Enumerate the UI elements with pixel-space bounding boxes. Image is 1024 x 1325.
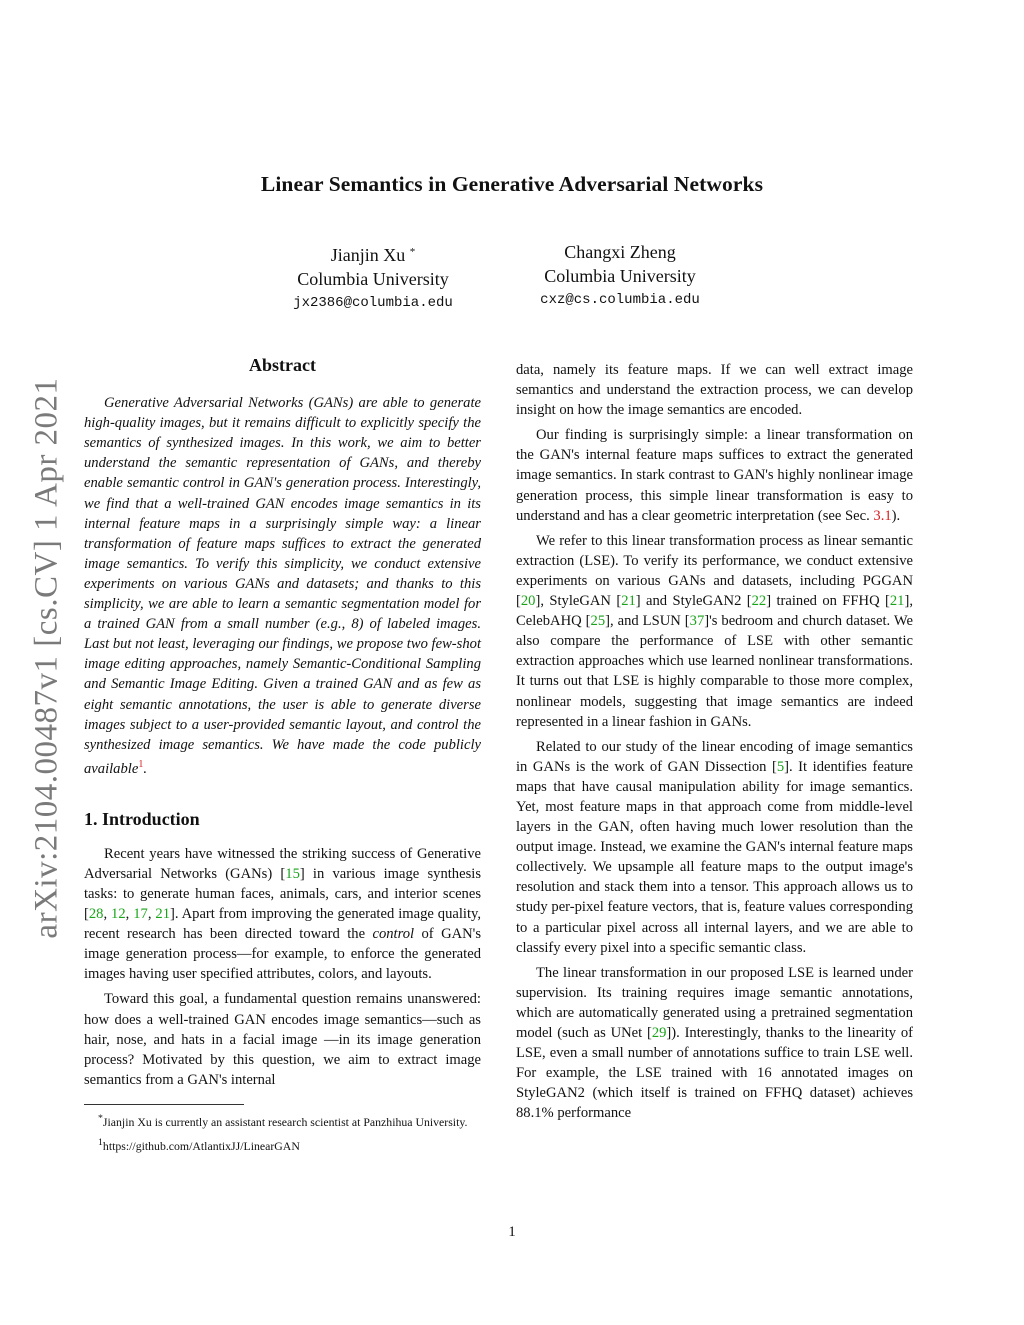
author-block-2: [500, 240, 740, 312]
left-column: [84, 355, 481, 1159]
citation-link[interactable]: 21: [621, 593, 636, 610]
author-block-1: [253, 240, 493, 315]
citation-link[interactable]: 20: [520, 593, 536, 610]
footnote-rule: [84, 1104, 244, 1105]
footnote-link[interactable]: 1: [138, 758, 144, 770]
arxiv-id: arXiv:2104.00487v1 [cs.CV] 1 Apr 2021: [28, 377, 65, 939]
author-name: Jianjin Xu: [330, 245, 406, 265]
text-run: Our finding is surprisingly simple: a linear transformation on the GAN's internal feature maps suffices to extract the generated image semantics. In stark contrast to GAN's highly nonlinear image generation process, this simple linear transformation is easy to understand and has a clear geometric interpretation (see Sec.: [516, 427, 913, 524]
footnote-url[interactable]: https://github.com/AtlantixJJ/LinearGAN: [102, 1138, 300, 1153]
arxiv-watermark: [19, 358, 75, 958]
paper-title: Linear Semantics in Generative Adversarial Networks: [260, 172, 764, 196]
intro-paragraph-2: Toward this goal, a fundamental question remains unanswered: how does a well-trained GAN encodes image semantics—such as hair, nose, and hats in a facial image —in its image generation process? Motivated by this question, we aim to extract image semantics from a GAN's internal: [84, 991, 481, 1088]
author-affiliation: Columbia University: [544, 266, 696, 286]
text-run: ]). Interestingly, thanks to the linearity of LSE, even a small number of annotations suffice to train LSE well. For example, the LSE trained with 16 annotated images on StyleGAN2 (which itself is trained on FFHQ dataset) achieves 88.1% performance: [516, 1025, 913, 1122]
text-run: We refer to this linear transformation process as linear semantic extraction (LSE). To verify its performance, we conduct extensive experiments on various GANs and datasets, including PGGAN [: [516, 532, 913, 610]
abstract-body: Generative Adversarial Networks (GANs) are able to generate high-quality images, but it remains difficult to explicitly specify the semantics of synthesized images. In this work, we aim to better understand the semantic representation of GANs, and thereby enable semantic control in GAN's generation process. Interestingly, we find that a well-trained GAN encodes image semantics in its internal feature maps in a surprisingly simple way: a linear transformation of feature maps suffices to extract the generated image semantics. To verify this simplicity, we conduct extensive experiments on various GANs and datasets; and thanks to this simplicity, we are able to learn a semantic segmentation model for a trained GAN from a small number (e.g., 8) of labeled images. Last but not least, leveraging our findings, we propose two few-shot image editing approaches, namely Semantic-Conditional Sampling and Semantic Image Editing. Given a trained GAN and as few as eight semantic annotations, the user is able to generate diverse images subject to a user-provided semantic layout, and control the synthesized image semantics. We have made the code publicly available$^1$.: [84, 395, 481, 777]
footnote-1: [84, 1111, 481, 1130]
citation-link[interactable]: 37: [689, 613, 705, 630]
citation-link[interactable]: 22: [751, 593, 767, 610]
citation-link[interactable]: 5: [776, 758, 785, 775]
citation-link[interactable]: 15: [285, 865, 300, 882]
text-run: ], StyleGAN [: [535, 593, 622, 610]
citation-link[interactable]: 12: [111, 906, 126, 923]
footnote-2: [84, 1135, 481, 1154]
body-paragraph: data, namely its feature maps. If we can well extract image semantics and understand the extraction process, we can develop insight on how the image semantics are encoded.: [516, 362, 913, 419]
right-column: [516, 360, 913, 1128]
text-run: The linear transformation in our proposed LSE is learned under supervision. Its training requires image semantic annotations, which are automatically generated using a pretrained segmentation model (such as UNet [: [516, 964, 913, 1041]
text-run: ).: [891, 507, 901, 524]
section-heading-introduction: 1. Introduction: [84, 808, 200, 829]
citation-link[interactable]: 21: [889, 593, 905, 610]
abstract-heading: Abstract: [249, 355, 316, 375]
body-paragraph: [516, 963, 913, 1124]
body-paragraph: [516, 531, 913, 732]
text-run: Recent years have witnessed the striking success of Generative Adversarial Networks (GANs) [: [84, 845, 481, 882]
emphasis: control: [372, 926, 415, 943]
text-run: of GAN's image generation process—for example, to enforce the generated images having user specified attributes, colors, and layouts.: [84, 926, 481, 983]
text-run: ], CelebAHQ [: [516, 593, 913, 630]
text-run: ], and LSUN [: [605, 613, 690, 630]
abstract-text: Generative Adversarial Networks (GANs) are able to generate high-quality images, but it remains difficult to explicitly specify the semantics of synthesized images. In this work, we aim to better understand the semantic representation of GANs, and thereby enable semantic control in GAN's generation process. Interestingly, we find that a well-trained GAN encodes image semantics in its internal feature maps in a surprisingly simple way: a linear transformation of feature maps suffices to extract the generated image semantics. To verify this simplicity, we conduct extensive experiments on various GANs and datasets; and thanks to this simplicity, we are able to learn a semantic segmentation model for a trained GAN from a small number (e.g., 8) of labeled images. Last but not least, leveraging our findings, we propose two few-shot image editing approaches, namely Semantic-Conditional Sampling and Semantic Image Editing. Given a trained GAN and as few as eight semantic annotations, the user is able to generate diverse images subject to a user-provided semantic layout, and control the synthesized image semantics. We have made the code publicly available: [84, 395, 481, 777]
citation-link[interactable]: 28: [88, 906, 104, 923]
text-run: Related to our study of the linear encoding of image semantics in GANs is the work of GAN Dissection [: [516, 738, 913, 775]
author-affiliation: Columbia University: [297, 269, 449, 289]
section-reference-link[interactable]: 3.1: [873, 507, 892, 524]
author-email: cxz@cs.columbia.edu: [540, 292, 700, 308]
citation-link[interactable]: 17: [133, 906, 148, 923]
citation-link[interactable]: 25: [590, 613, 606, 630]
text-run: ]'s bedroom and church dataset. We also compare the performance of LSE with other semantic extraction approaches which use learned nonlinear transformations. It turns out that LSE is highly comparable to those more complex, nonlinear models, suggesting that image semantics are indeed represented in a linear fashion in GANs.: [516, 613, 913, 730]
text-run: ]. It identifies feature maps that have causal manipulation ability for image semantics. Yet, most feature maps in that approach come from middle-level layers in the GAN, often having much lower resolution than the output image. Instead, we examine the GAN's internal feature maps collectively. We upsample all feature maps to the output image's resolution and stack them into a tensor. This approach allows us to study per-pixel feature vectors, that is, feature values corresponding to a particular pixel across all internal layers, and we are able to classify every pixel into a specific semantic class.: [516, 758, 913, 956]
citation-link[interactable]: 29: [651, 1025, 667, 1041]
page-number: 1: [508, 1224, 516, 1240]
body-paragraph: [516, 425, 913, 525]
text-run: ] and StyleGAN2 [: [635, 593, 752, 610]
footnote-text: Jianjin Xu is currently an assistant research scientist at Panzhihua University.: [102, 1114, 468, 1129]
intro-paragraph-1: Recent years have witnessed the striking success of Generative Adversarial Networks (GANs) [15] in various image synthesis tasks: to generate human faces, animals, cars, and interior scenes [28, 12, 17, 21]. Apart from improving the generated image quality, recent research has been directed toward the control of GAN's image generation process—for example, to enforce the generated images having user specified attributes, colors, and layouts.: [84, 845, 482, 983]
citation-link[interactable]: 21: [155, 906, 170, 923]
footnote-mark: 1: [98, 1136, 103, 1148]
author-name: Changxi Zheng: [564, 242, 676, 262]
footnote-mark: *: [98, 1112, 103, 1124]
author-footnote-mark: *: [409, 246, 416, 258]
text-run: ] trained on FFHQ [: [766, 593, 890, 610]
author-email: jx2386@columbia.edu: [293, 295, 453, 311]
text-run: ]. Apart from improving the generated image quality, recent research has been directed toward the: [84, 906, 482, 943]
text-run: ] in various image synthesis tasks: to generate human faces, animals, cars, and interior scenes [: [84, 865, 481, 923]
body-paragraph: [516, 737, 913, 958]
